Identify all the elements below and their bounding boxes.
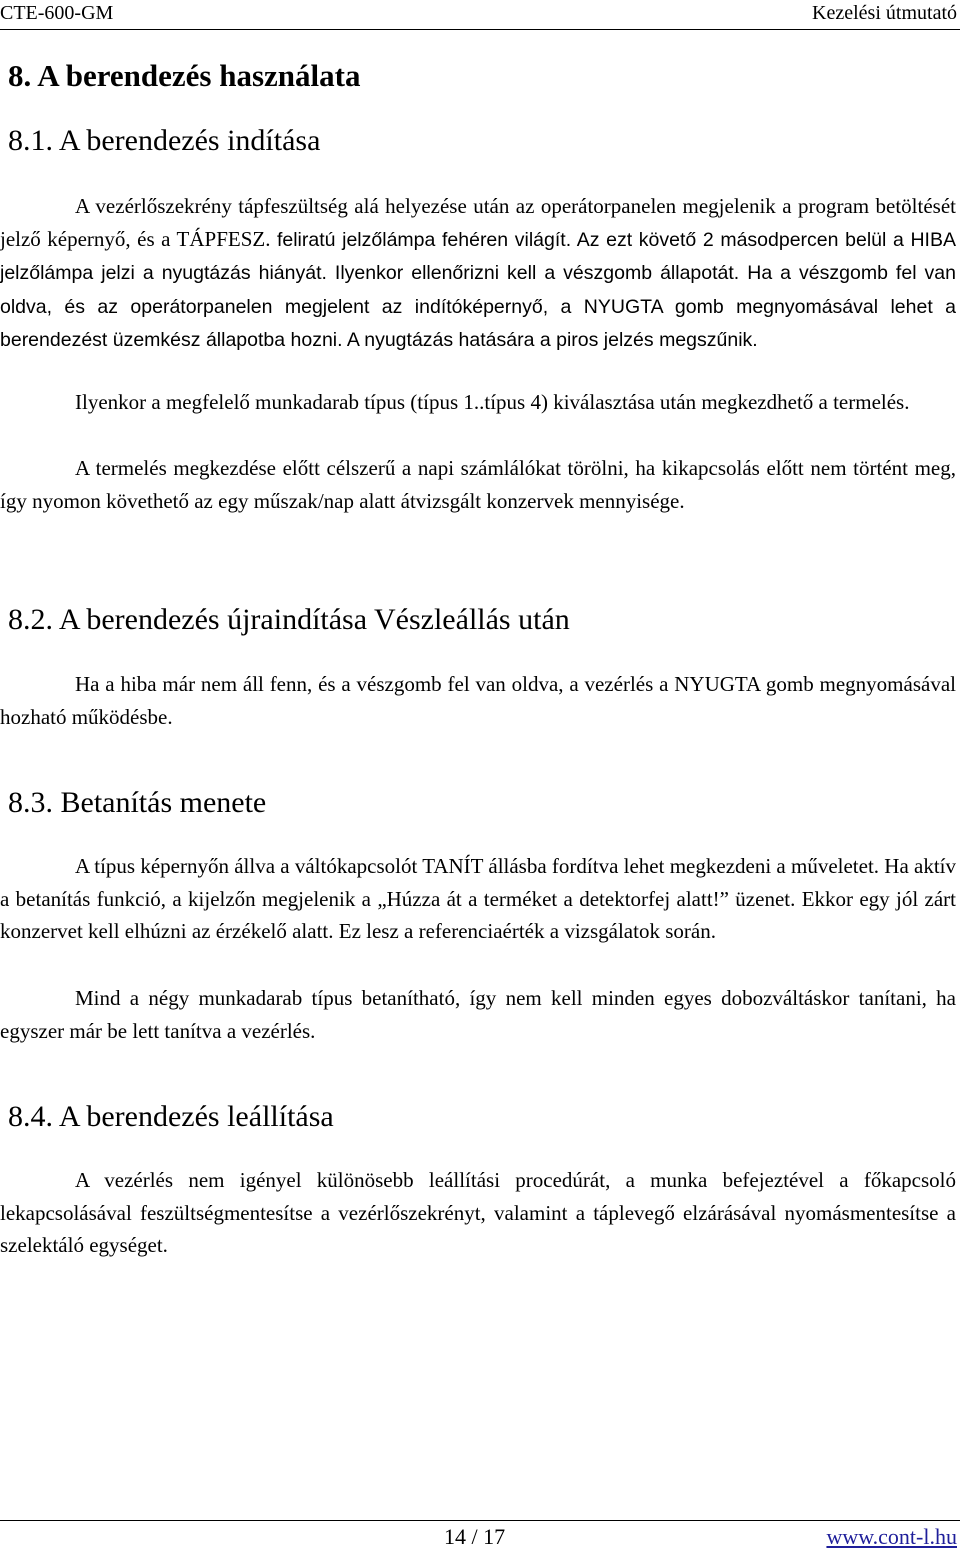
paragraph-8-1-1: [0, 190, 956, 357]
footer-divider: [0, 1520, 960, 1521]
page-header: [0, 0, 960, 31]
chapter-title: 8. A berendezés használata: [8, 58, 361, 93]
section-heading-8-3: 8.3. Betanítás menete: [8, 786, 267, 819]
page-footer: [0, 1520, 960, 1551]
paragraph-8-4-1: A vezérlés nem igényel különösebb leállítási procedúrát, a munka befejeztével a főkapcsoló lekapcsolásával feszültségmentesítse a vezérlőszekrényt, valamint a táplevegő elzárásával nyomásmentesítse a szelektáló egységet.: [0, 1168, 956, 1257]
paragraph-8-3-2: Mind a négy munkadarab típus betanítható, így nem kell minden egyes dobozváltáskor tanítani, ha egyszer már be lett tanítva a vezérlés.: [0, 986, 956, 1043]
paragraph-8-1-2: Ilyenkor a megfelelő munkadarab típus (típus 1..típus 4) kiválasztása után megkezdhető a termelés.: [75, 390, 910, 414]
section-heading-8-1: 8.1. A berendezés indítása: [8, 124, 321, 157]
paragraph-8-2-1: Ha a hiba már nem áll fenn, és a vészgomb fel van oldva, a vezérlés a NYUGTA gomb megnyomásával hozható működésbe.: [0, 672, 956, 729]
footer-website-link[interactable]: www.cont-l.hu: [826, 1524, 957, 1549]
paragraph-8-1-1-part-a: A vezérlőszekrény tápfeszültség alá helyezése után az operátorpanelen megjelenik a program betöltését jelző képernyő, és a TÁPFESZ.: [0, 194, 956, 251]
paragraph-8-3-1: A típus képernyőn állva a váltókapcsolót TANÍT állásba fordítva lehet megkezdeni a műveletet. Ha aktív a betanítás funkció, a kijelzőn megjelenik a „Húzza át a terméket a detektorfej alatt!” üzenet. Ekkor egy jól zárt konzervet kell elhúzni az érzékelő alatt. Ez lesz a referenciaérték a vizsgálatok során.: [0, 854, 957, 943]
header-doc-code: CTE-600-GM: [0, 2, 114, 24]
page-number: 14 / 17: [444, 1524, 506, 1549]
paragraph-8-1-3: A termelés megkezdése előtt célszerű a napi számlálókat törölni, ha kikapcsolás előtt nem történt meg, így nyomon követhető az egy műszak/nap alatt átvizsgált konzervek mennyisége.: [0, 456, 956, 513]
header-divider: [0, 29, 960, 30]
header-doc-title: Kezelési útmutató: [812, 2, 957, 24]
section-heading-8-4: 8.4. A berendezés leállítása: [8, 1100, 334, 1133]
section-heading-8-2: 8.2. A berendezés újraindítása Vészleállás után: [8, 603, 570, 636]
paragraph-8-1-1-part-b: feliratú jelzőlámpa fehéren világít. Az ezt követő 2 másodpercen belül a HIBA jelzőlámpa jelzi a nyugtázás hiányát. Ilyenkor ellenőrizni kell a vészgomb állapotát. Ha a vészgomb fel van oldva, és az operátorpanelen megjelent az indítóképernyő, a NYUGTA gomb megnyomásával lehet a berendezést üzemkész állapotba hozni. A nyugtázás hatására a piros jelzés megszűnik.: [0, 228, 956, 351]
